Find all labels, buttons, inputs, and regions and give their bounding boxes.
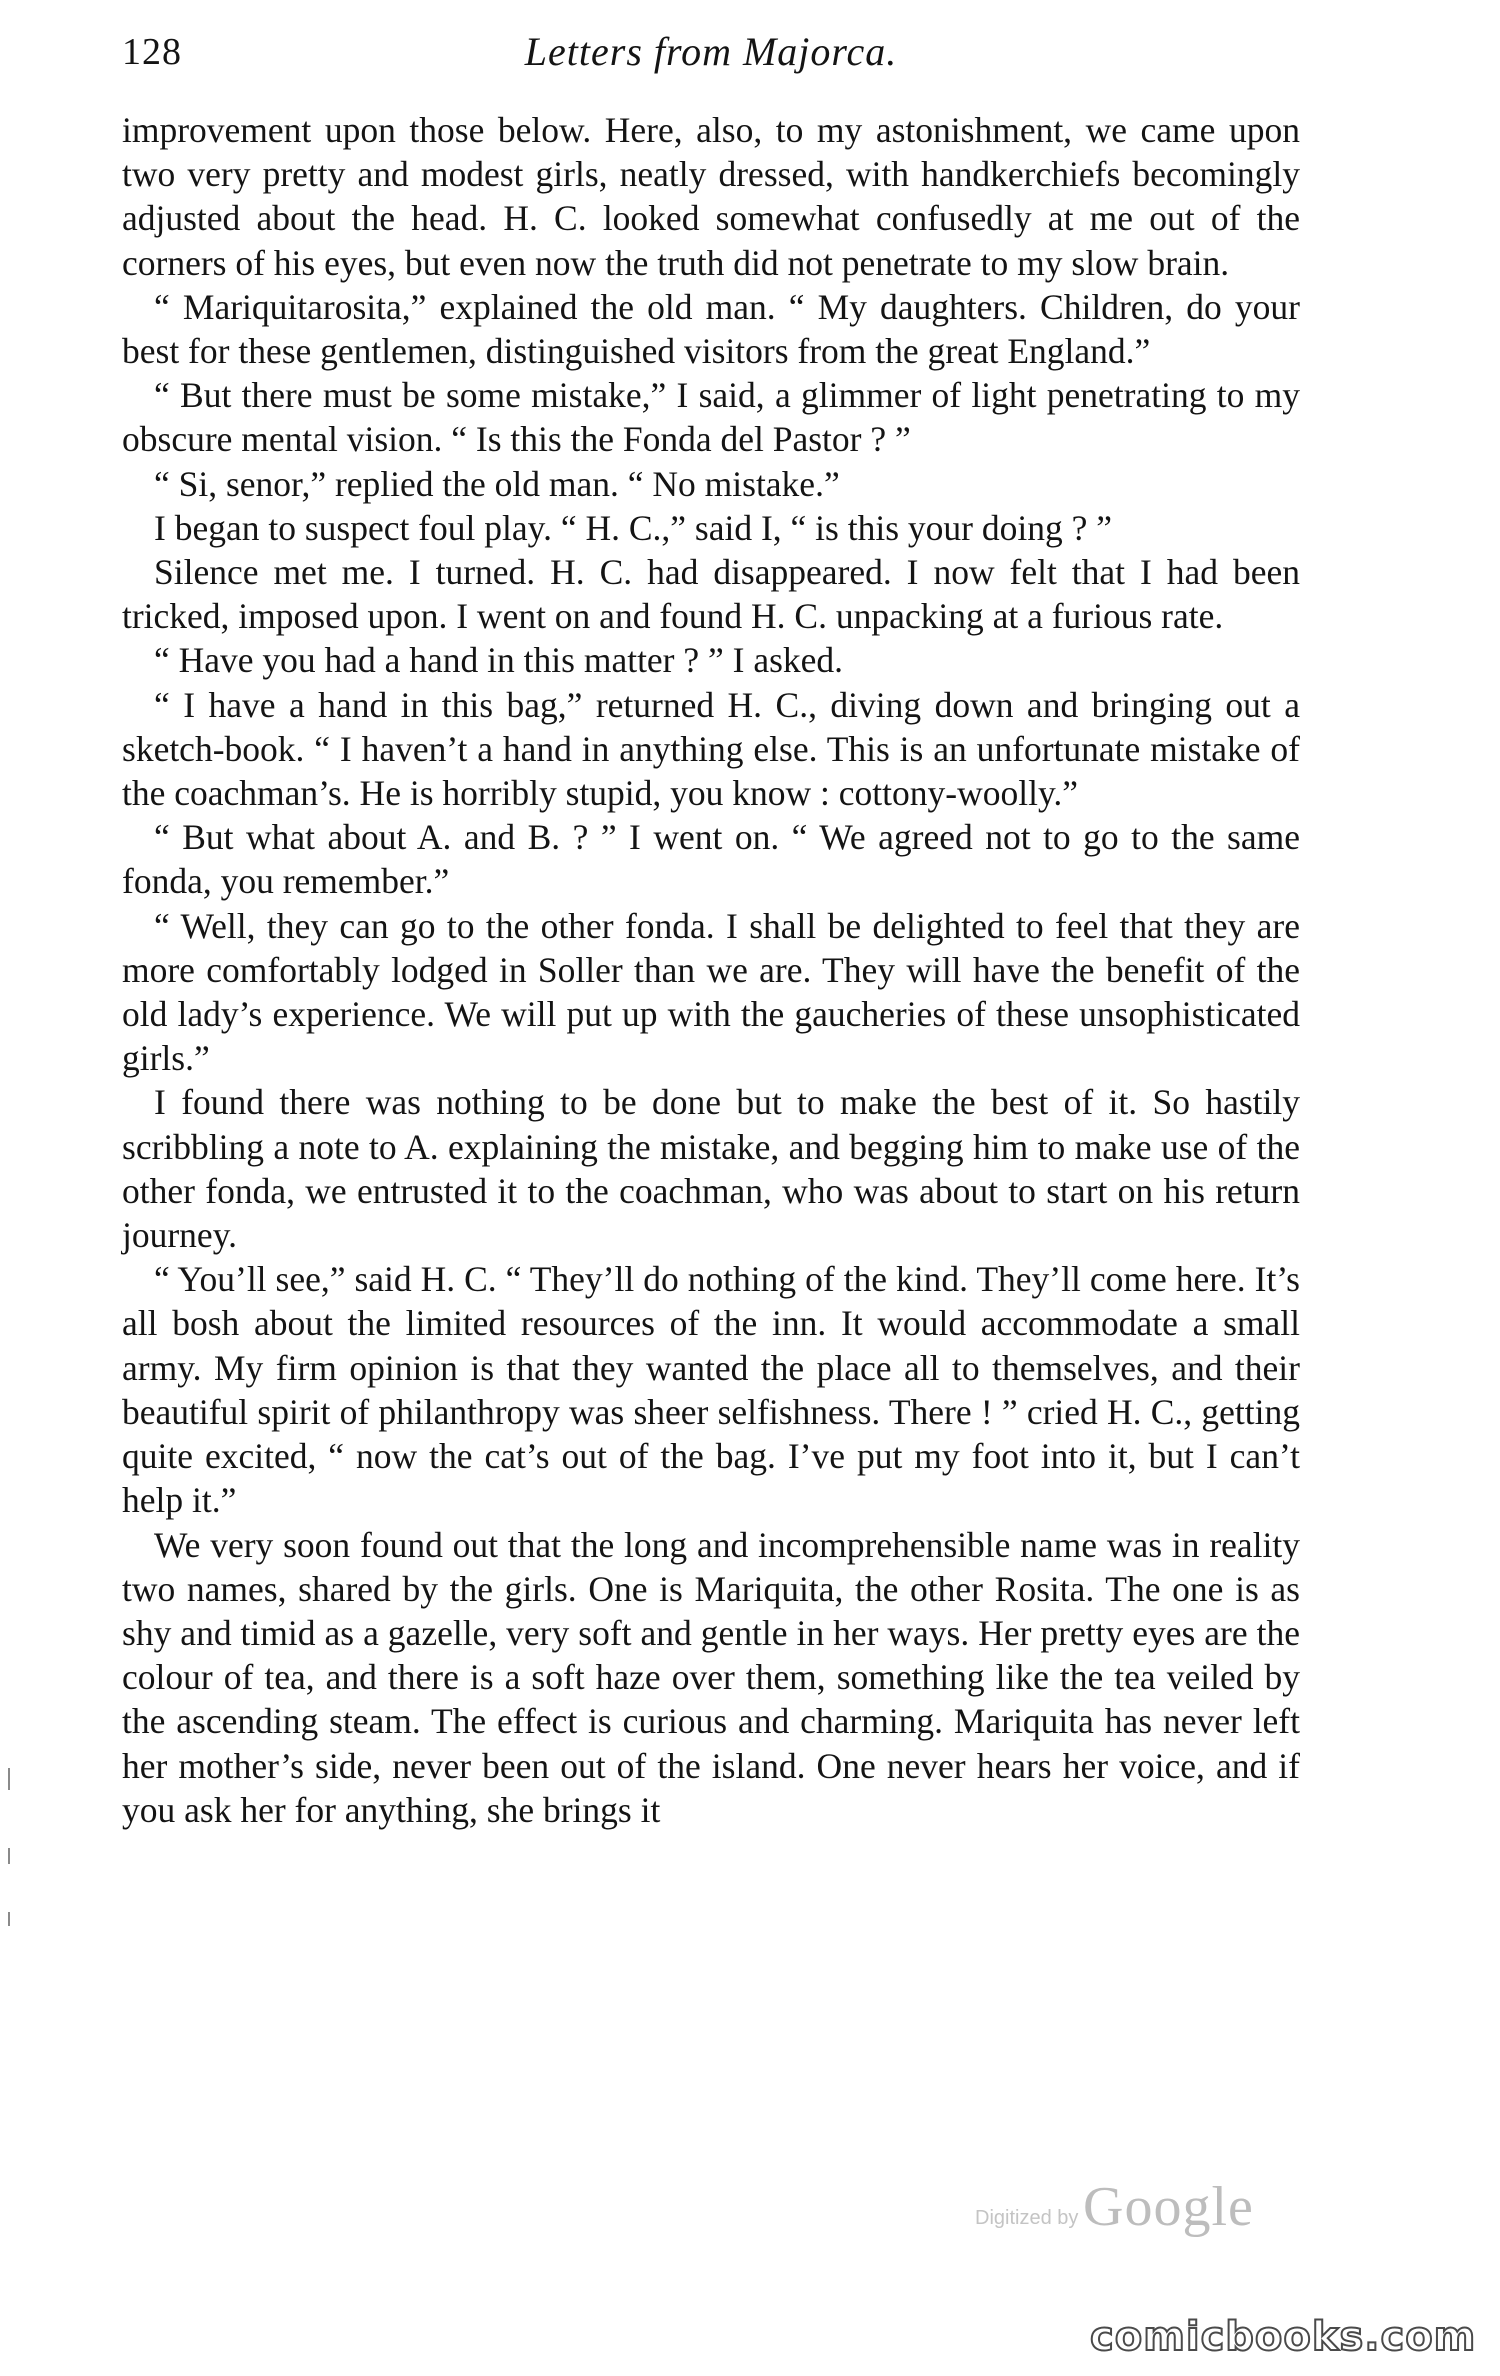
margin-mark-2 [8, 1848, 10, 1864]
paragraph-5: I began to suspect foul play. “ H. C.,” said I, “ is this your doing ? ” [154, 507, 1112, 548]
paragraph-9: “ But what about A. and B. ? ” I went on. “ We agreed not to go to the same fonda, you remember.” [122, 817, 1300, 902]
google-logo-text: Google [1083, 2176, 1254, 2238]
running-head [122, 22, 1300, 82]
paragraph-13: We very soon found out that the long and incomprehensible name was in reality two names, shared by the girls. One is Mariquita, the other Rosita. The one is as shy and timid as a gazelle, very soft and gentle in her ways. Her pretty eyes are the colour of tea, and there is a soft haze over them, something like the tea veiled by the ascending steam. The effect is curious and charming. Mariquita has never left her mother’s side, never been out of the island. One never hears her voice, and if you ask her for anything, she brings it [122, 1524, 1300, 1830]
page-number: 128 [122, 31, 182, 73]
paragraph-1: improvement upon those below. Here, also, to my astonishment, we came upon two very pretty and modest girls, neatly dressed, with handkerchiefs becomingly adjusted about the head. H. C. looked somewhat confusedly at me out of the corners of his eyes, but even now the truth did not penetrate to my slow brain. [122, 110, 1300, 283]
paragraph-10: “ Well, they can go to the other fonda. I shall be delighted to feel that they are more comfortably lodged in Soller than we are. They will have the benefit of the old lady’s experience. We will put up with the gaucheries of these unsophisticated girls.” [122, 905, 1300, 1079]
paragraph-3: “ But there must be some mistake,” I said, a glimmer of light penetrating to my obscure mental vision. “ Is this the Fonda del Pastor ? ” [122, 375, 1300, 460]
digitized-by-text: Digitized by [975, 2207, 1079, 2229]
google-watermark [975, 2175, 1315, 2255]
paragraph-7: “ Have you had a hand in this matter ? ” I asked. [154, 640, 844, 681]
body-text [122, 108, 1300, 1832]
site-watermark: comicbooks.com [1090, 2314, 1477, 2360]
paragraph-2: “ Mariquitarosita,” explained the old man. “ My daughters. Children, do your best for these gentlemen, distinguished visitors from the great England.” [122, 286, 1300, 372]
paragraph-11: I found there was nothing to be done but to make the best of it. So hastily scribbling a note to A. explaining the mistake, and begging him to make use of the other fonda, we entrusted it to the coachman, who was about to start on his return journey. [122, 1082, 1300, 1256]
paragraph-8: “ I have a hand in this bag,” returned H. C., diving down and bringing out a sketch-book. “ I haven’t a hand in anything else. This is an unfortunate mistake of the coachman’s. He is horribly stupid, you know : cottony-woolly.” [122, 684, 1300, 814]
margin-mark-3 [8, 1912, 10, 1926]
running-title: Letters from Majorca. [524, 29, 898, 74]
margin-mark-1 [8, 1768, 10, 1790]
paragraph-12: “ You’ll see,” said H. C. “ They’ll do nothing of the kind. They’ll come here. It’s all bosh about the limited resources of the inn. It would accommodate a small army. My firm opinion is that they wanted the place all to themselves, and their beautiful spirit of philanthropy was sheer selfishness. There ! ” cried H. C., getting quite excited, “ now the cat’s out of the bag. I’ve put my foot into it, but I can’t help it.” [122, 1259, 1300, 1521]
paragraph-6: Silence met me. I turned. H. C. had disappeared. I now felt that I had been tricked, imposed upon. I went on and found H. C. unpacking at a furious rate. [122, 552, 1300, 637]
paragraph-4: “ Si, senor,” replied the old man. “ No mistake.” [154, 463, 840, 504]
